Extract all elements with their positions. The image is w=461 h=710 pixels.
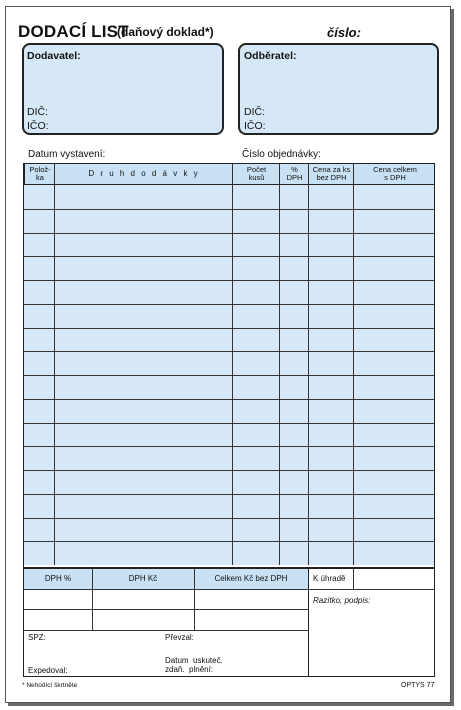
table-row-divider — [24, 446, 435, 447]
table-column-divider — [353, 163, 354, 565]
table-row-divider — [24, 233, 435, 234]
supplier-ico-label: IČO: — [27, 120, 49, 132]
customer-label: Odběratel: — [244, 50, 297, 62]
order-number-label: Číslo objednávky: — [242, 149, 321, 160]
stamp-signature-label: Razítko, podpis: — [313, 596, 371, 605]
col-header-description: D r u h d o d á v k y — [88, 169, 200, 178]
issue-date-label: Datum vystavení: — [28, 149, 106, 160]
table-column-divider — [279, 163, 280, 565]
customer-ico-label: IČO: — [244, 120, 266, 132]
supplier-label: Dodavatel: — [27, 50, 81, 62]
vat-czk-label: DPH Kč — [128, 573, 158, 583]
col-header-unit-price: Cena za ks bez DPH — [312, 165, 351, 182]
document-title: DODACÍ LIST — [18, 22, 129, 41]
footnote: * Nehodící škrtněte — [22, 682, 78, 689]
col-header-vat-percent: % DPH — [286, 165, 303, 182]
document-subtitle: (daňový doklad*) — [117, 25, 214, 39]
table-row-divider — [24, 423, 435, 424]
table-row-divider — [24, 328, 435, 329]
table-column-divider — [54, 163, 55, 565]
document-number-label: číslo: — [327, 25, 361, 40]
customer-dic-label: DIČ: — [244, 106, 265, 118]
taxable-date-label: Datum uskuteč. zdaň. plnění: — [165, 656, 223, 674]
col-header-quantity: Počet kusů — [246, 165, 267, 182]
table-row-divider — [24, 399, 435, 400]
table-row-divider — [24, 280, 435, 281]
items-table-header — [24, 163, 435, 185]
supplier-box[interactable] — [22, 43, 224, 135]
table-row-divider — [24, 256, 435, 257]
total-excl-vat-label: Celkem Kč bez DPH — [214, 573, 288, 583]
table-row-divider — [24, 351, 435, 352]
to-pay-field[interactable] — [354, 567, 435, 589]
table-row-divider — [24, 541, 435, 542]
spz-label: SPZ: — [28, 633, 46, 642]
supplier-dic-label: DIČ: — [27, 106, 48, 118]
items-table — [24, 163, 435, 568]
table-row-divider — [24, 375, 435, 376]
brand-mark: OPTYS 77 — [401, 682, 435, 689]
table-row-divider — [24, 209, 435, 210]
customer-box[interactable] — [238, 43, 439, 135]
table-row-divider — [24, 518, 435, 519]
summary-area — [24, 567, 435, 677]
table-column-divider — [232, 163, 233, 565]
received-by-label: Převzal: — [165, 633, 194, 642]
table-row-divider — [24, 494, 435, 495]
dispatched-by-label: Expedoval: — [28, 666, 68, 675]
col-header-item: Polož- ka — [29, 165, 51, 182]
vat-percent-label: DPH % — [44, 573, 72, 583]
to-pay-label: K úhradě — [313, 573, 346, 583]
col-header-total-price: Cena celkem s DPH — [373, 165, 417, 182]
table-row-divider — [24, 304, 435, 305]
table-row-divider — [24, 470, 435, 471]
table-column-divider — [308, 163, 309, 565]
